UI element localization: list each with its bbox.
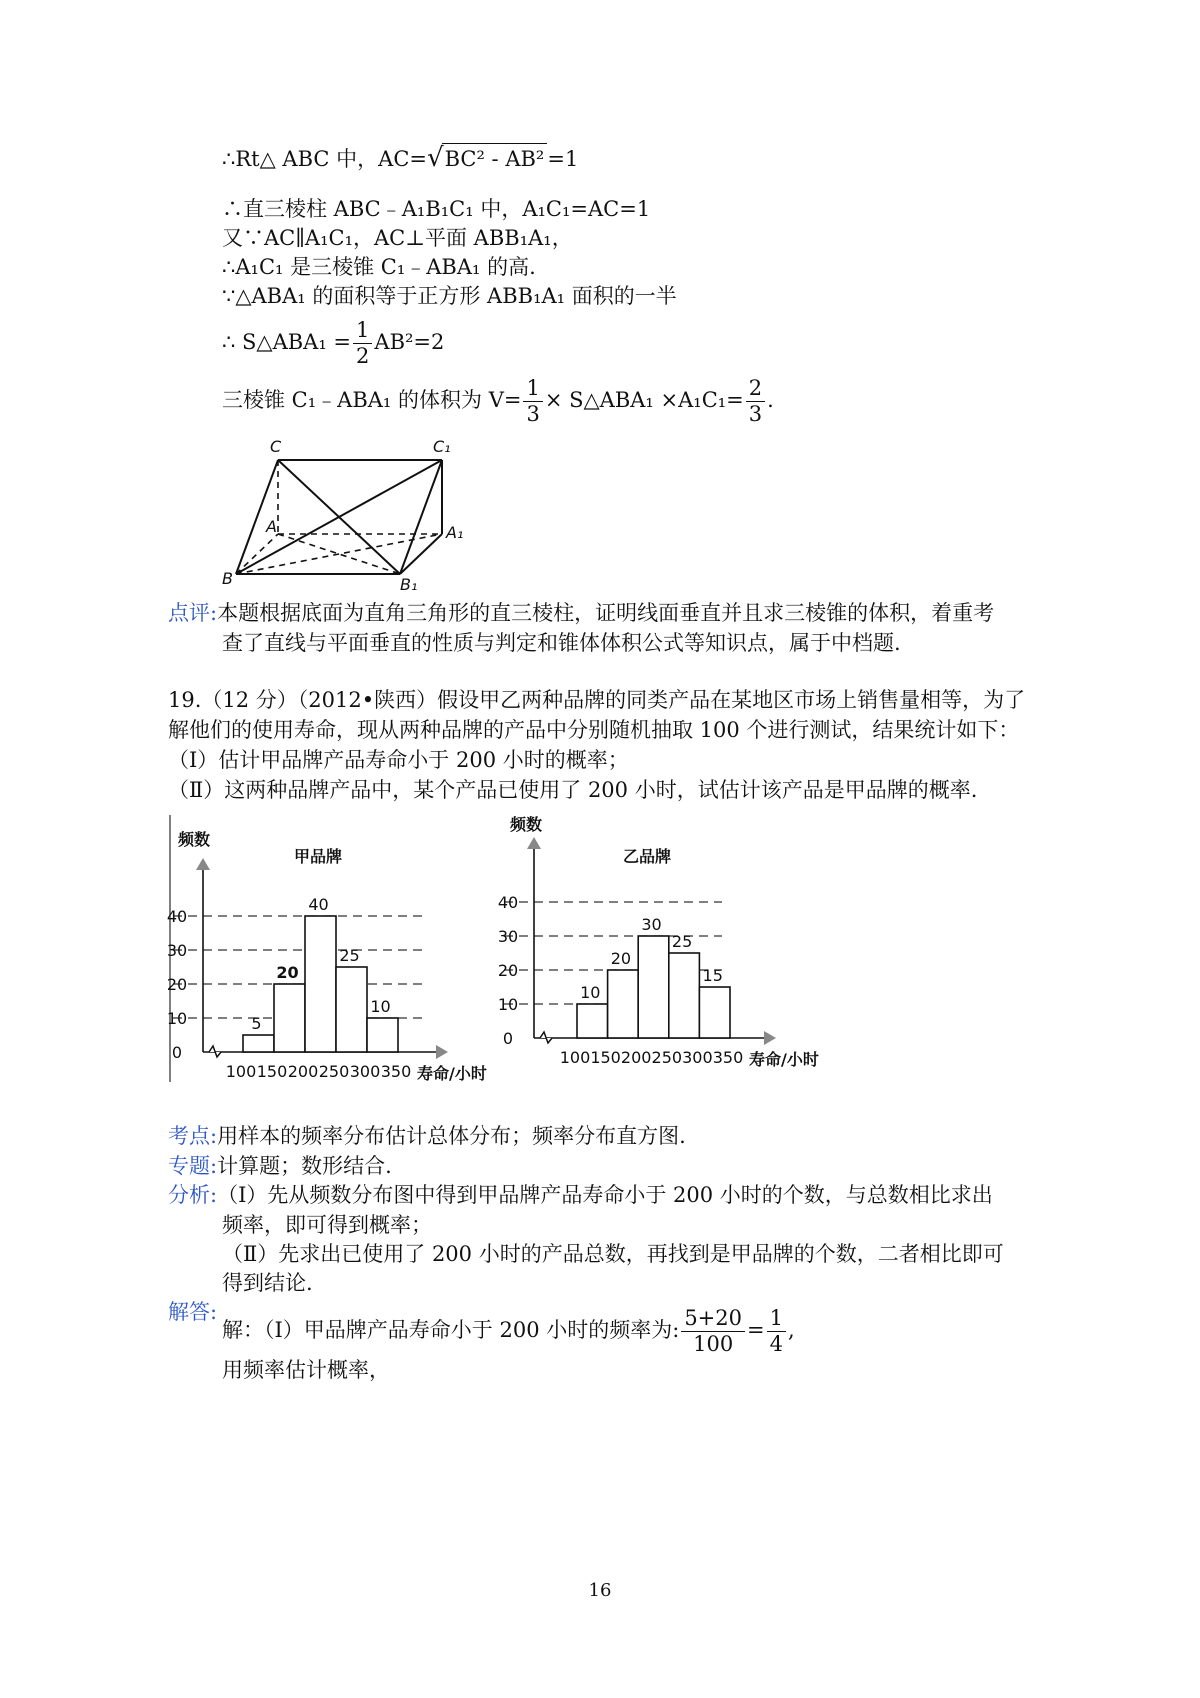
- y-tick-label: 20: [166, 975, 188, 994]
- jieda-line-2: 用频率估计概率，: [222, 1358, 390, 1382]
- vertex-label-c1: C₁: [433, 437, 451, 456]
- histogram-jia: [167, 830, 487, 1083]
- bar: [638, 936, 669, 1038]
- comment-text-1: 本题根据底面为直角三角形的直三棱柱，证明线面垂直并且求三棱锥的体积，着重考: [217, 601, 995, 625]
- y-tick-label: 40: [166, 907, 188, 926]
- x-tick-label: 200: [287, 1062, 319, 1081]
- fraction-denominator: 3: [526, 402, 540, 426]
- fraction-numerator: 2: [746, 378, 765, 402]
- x-axis-label: 寿命/小时: [749, 1050, 819, 1069]
- y-axis-arrow-icon: [196, 858, 210, 870]
- x-tick-label: 350: [712, 1048, 744, 1067]
- proof-line-7-mid: × S△ABA₁ ×A₁C₁=: [544, 388, 744, 412]
- bar-value-label: 25: [339, 946, 360, 965]
- y-tick-label: 10: [497, 995, 519, 1014]
- problem-line-3: （Ⅰ）估计甲品牌产品寿命小于 200 小时的概率；: [168, 748, 629, 772]
- zhuanti-text: 计算题；数形结合.: [217, 1154, 392, 1178]
- comment-line-2: 查了直线与平面垂直的性质与判定和锥体体积公式等知识点，属于中档题.: [222, 631, 901, 655]
- y-tick-label: 10: [166, 1009, 188, 1028]
- proof-line-3: 又∵AC∥A₁C₁，AC⊥平面 ABB₁A₁，: [222, 226, 573, 250]
- zhuanti-line: [168, 1151, 392, 1181]
- bar: [577, 1004, 608, 1038]
- fraction-denominator: 4: [769, 1332, 783, 1356]
- problem-line-1: 19.（12 分）（2012•陕西）假设甲乙两种品牌的同类产品在某地区市场上销售量相等，为了: [168, 688, 1026, 712]
- proof-line-7-lhs: 三棱锥 C₁﹣ABA₁ 的体积为 V=: [222, 388, 522, 412]
- y-axis-label: 频数: [178, 830, 211, 849]
- fraction-numerator: 1: [767, 1308, 786, 1332]
- bar: [305, 916, 336, 1052]
- bar-value-label: 15: [702, 966, 723, 985]
- jieda-text-1: 解：（Ⅰ）甲品牌产品寿命小于 200 小时的频率为:: [222, 1318, 680, 1342]
- fraction-numerator: 5+20: [681, 1308, 745, 1332]
- fraction-numerator: 1: [523, 378, 542, 402]
- proof-line-5: ∵△ABA₁ 的面积等于正方形 ABB₁A₁ 面积的一半: [222, 284, 677, 308]
- bar: [608, 970, 639, 1038]
- bar-value-label: 30: [641, 915, 662, 934]
- proof-line-7-end: .: [767, 388, 774, 412]
- proof-line-4: ∴A₁C₁ 是三棱锥 C₁﹣ABA₁ 的高.: [222, 255, 536, 279]
- bar: [699, 987, 730, 1038]
- y-tick-label: 0: [502, 1029, 514, 1048]
- comment-label: 点评:: [168, 601, 218, 625]
- vertex-label-b: B: [222, 569, 233, 588]
- chart-title: 甲品牌: [293, 847, 343, 866]
- x-axis-label: 寿命/小时: [417, 1064, 487, 1083]
- fenxi-line-4: 得到结论.: [222, 1271, 313, 1295]
- bar-value-label: 20: [610, 949, 632, 968]
- fraction-denominator: 100: [693, 1332, 734, 1356]
- fenxi-line-1: [168, 1180, 993, 1210]
- fraction-denominator: 3: [748, 402, 763, 426]
- radicand: BC² - AB²: [442, 143, 548, 174]
- fenxi-label: 分析:: [168, 1183, 218, 1207]
- bar: [367, 1018, 398, 1052]
- fraction-quarter: [767, 1308, 786, 1355]
- proof-line-1-result: =1: [547, 147, 579, 171]
- fraction-numerator: 1: [353, 320, 372, 344]
- kaodian-line: [168, 1121, 686, 1151]
- bar-value-label: 25: [671, 932, 693, 951]
- y-axis-arrow-icon: [527, 837, 541, 849]
- x-tick-label: 300: [682, 1048, 713, 1067]
- x-axis-arrow-icon: [436, 1045, 448, 1059]
- y-tick-label: 40: [497, 893, 519, 912]
- sqrt-icon: √: [427, 143, 444, 173]
- kaodian-label: 考点:: [168, 1124, 218, 1148]
- y-axis-label: 频数: [510, 815, 543, 834]
- problem-line-4: （Ⅱ）这两种品牌产品中，某个产品已使用了 200 小时，试估计该产品是甲品牌的概率.: [168, 778, 978, 802]
- x-tick-label: 100: [225, 1062, 257, 1081]
- histogram-yi: [498, 815, 819, 1069]
- x-tick-label: 250: [651, 1048, 683, 1067]
- vertex-label-a: A: [266, 517, 277, 536]
- x-tick-label: 150: [590, 1048, 621, 1067]
- y-tick-label: 0: [171, 1043, 183, 1062]
- jieda-equals: =: [747, 1318, 765, 1342]
- x-tick-label: 100: [559, 1048, 591, 1067]
- fenxi-line-3: （Ⅱ）先求出已使用了 200 小时的产品总数，再找到是甲品牌的个数，二者相比即可: [222, 1242, 1004, 1266]
- y-tick-label: 30: [166, 941, 188, 960]
- x-axis-arrow-icon: [764, 1031, 776, 1045]
- y-tick-label: 30: [497, 927, 519, 946]
- fraction-jia-rate: [681, 1308, 745, 1355]
- bar-value-label: 40: [308, 895, 329, 914]
- vertex-label-a1: A₁: [446, 523, 464, 542]
- jieda-label: 解答:: [168, 1300, 218, 1324]
- bar-value-label: 5: [251, 1014, 262, 1033]
- bar-value-label: 10: [370, 997, 391, 1016]
- x-tick-label: 150: [256, 1062, 288, 1081]
- zhuanti-label: 专题:: [168, 1154, 218, 1178]
- jieda-comma: ,: [787, 1318, 795, 1342]
- bar: [243, 1035, 274, 1052]
- problem-line-2: 解他们的使用寿命，现从两种品牌的产品中分别随机抽取 100 个进行测试，结果统计如下：: [168, 718, 1020, 742]
- y-tick-label: 20: [497, 961, 519, 980]
- bar: [274, 984, 305, 1052]
- fraction-denominator: 2: [356, 344, 370, 368]
- vertex-label-c: C: [270, 437, 282, 456]
- fenxi-line-2: 频率，即可得到概率；: [222, 1213, 432, 1237]
- x-tick-label: 300: [349, 1062, 381, 1081]
- fenxi-text-1: （Ⅰ）先从频数分布图中得到甲品牌产品寿命小于 200 小时的个数，与总数相比求出: [217, 1183, 993, 1207]
- chart-title: 乙品牌: [622, 847, 672, 866]
- x-tick-label: 200: [620, 1048, 652, 1067]
- jieda-line-1: [222, 1308, 795, 1355]
- bar-value-label: 10: [580, 983, 601, 1002]
- proof-line-2: ∴直三棱柱 ABC﹣A₁B₁C₁ 中，A₁C₁=AC=1: [222, 197, 651, 221]
- page-number: 16: [588, 1580, 612, 1601]
- proof-line-6-lhs: ∴ S△ABA₁ =: [222, 330, 352, 354]
- bar-value-label: 20: [276, 963, 299, 982]
- x-tick-label: 350: [380, 1062, 412, 1081]
- bar: [336, 967, 367, 1052]
- proof-line-6-rhs: AB²=2: [374, 330, 445, 354]
- kaodian-text: 用样本的频率分布估计总体分布；频率分布直方图.: [217, 1124, 686, 1148]
- bar: [669, 953, 700, 1038]
- vertex-label-b1: B₁: [400, 575, 418, 592]
- proof-line-1-text: ∴Rt△ ABC 中，AC=: [222, 147, 427, 171]
- x-tick-label: 250: [318, 1062, 350, 1081]
